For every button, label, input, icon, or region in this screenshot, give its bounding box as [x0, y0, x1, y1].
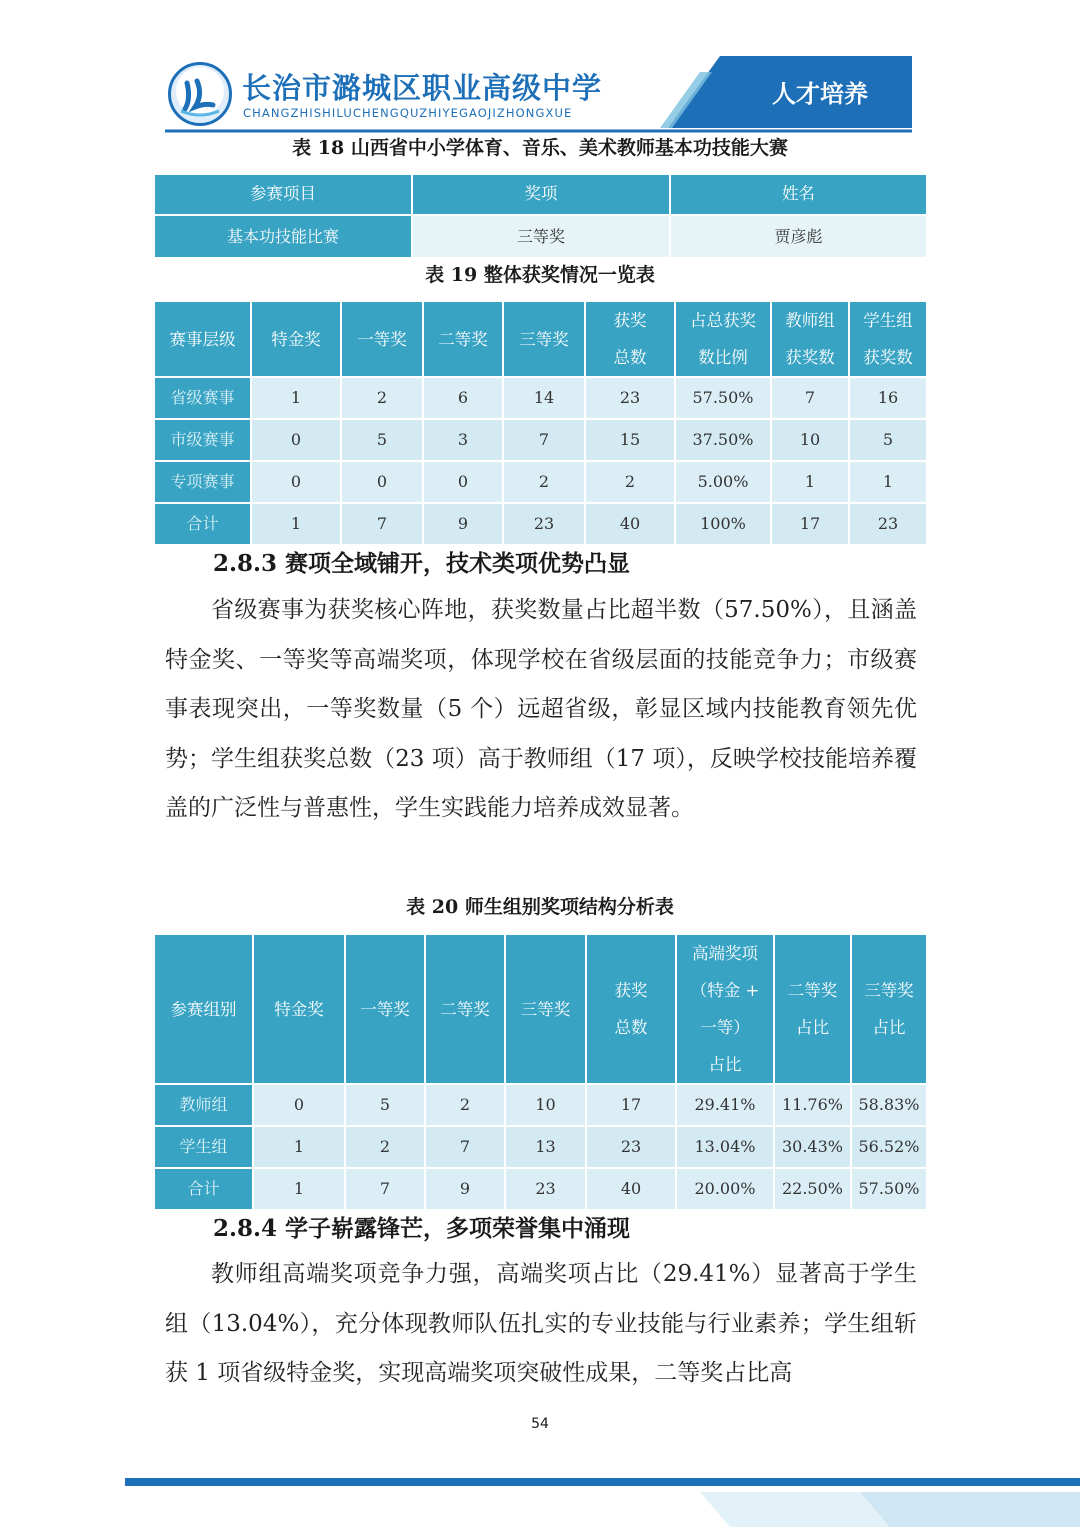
table20-cell: 13 — [505, 1126, 586, 1168]
table20-cell: 40 — [586, 1168, 676, 1210]
table-row — [154, 377, 927, 419]
table19-header-cell — [675, 301, 771, 377]
table20-cell: 13.04% — [676, 1126, 774, 1168]
table19-cell: 0 — [251, 461, 341, 503]
header-line: 教师组 — [785, 311, 835, 330]
table19-cell: 7 — [771, 377, 849, 419]
table20-cell: 58.83% — [851, 1084, 927, 1126]
header-line: 特金奖 — [271, 329, 321, 349]
header-line: 占比 — [796, 1018, 829, 1037]
table20-cell: 30.43% — [774, 1126, 851, 1168]
table19-header-cell — [341, 301, 423, 377]
header-line: 一等） — [700, 1018, 750, 1037]
table20-header-cell — [425, 934, 505, 1084]
table19-cell: 1 — [771, 461, 849, 503]
table19-cell: 5 — [849, 419, 927, 461]
table19-cell: 0 — [423, 461, 503, 503]
table20-cell: 1 — [253, 1126, 345, 1168]
table19-cell: 0 — [341, 461, 423, 503]
footer-banner — [0, 1470, 1080, 1527]
table19-header-cell — [251, 301, 341, 377]
table19-cell: 17 — [771, 503, 849, 545]
table20-header-cell — [345, 934, 425, 1084]
header-line: 参赛组别 — [170, 999, 237, 1019]
section-tag: 人才培养 — [772, 80, 868, 108]
page-number: 54 — [531, 1416, 549, 1432]
table19-cell: 1 — [849, 461, 927, 503]
header-line: 二等奖 — [787, 981, 838, 1000]
table19-header-cell — [585, 301, 675, 377]
logo-emblem-icon — [171, 65, 229, 123]
header-line: 学生组 — [863, 311, 913, 330]
header-line: 占比 — [872, 1018, 906, 1037]
table20-cell: 22.50% — [774, 1168, 851, 1210]
table19-caption: 表 19 整体获奖情况一览表 — [425, 264, 655, 286]
section-2-8-3-paragraph — [165, 586, 917, 886]
section-heading-2-8-4: 2.8.4 学子崭露锋芒，多项荣誉集中涌现 — [213, 1215, 631, 1242]
header-line: 数比例 — [698, 348, 748, 367]
table19-cell: 40 — [585, 503, 675, 545]
table-row — [154, 503, 927, 545]
school-logo — [168, 62, 232, 126]
header-line: 特金奖 — [274, 999, 324, 1019]
table19-row-label: 合计 — [154, 503, 251, 545]
table20 — [153, 933, 928, 1211]
table20-cell: 7 — [425, 1126, 505, 1168]
table20-cell: 56.52% — [851, 1126, 927, 1168]
table19-row-label: 专项赛事 — [154, 461, 251, 503]
table20-header-cell — [154, 934, 253, 1084]
table20-header-cell — [676, 934, 774, 1084]
table20-cell: 29.41% — [676, 1084, 774, 1126]
table20-cell: 2 — [425, 1084, 505, 1126]
header-line: 一等奖 — [360, 999, 410, 1019]
table20-cell: 17 — [586, 1084, 676, 1126]
table20-cell: 20.00% — [676, 1168, 774, 1210]
table20-header-cell — [774, 934, 851, 1084]
table19-cell: 5.00% — [675, 461, 771, 503]
table18-cell: 三等奖 — [412, 215, 670, 258]
table19-cell: 10 — [771, 419, 849, 461]
table-row — [154, 1126, 927, 1168]
table20-cell: 23 — [505, 1168, 586, 1210]
table18-header-cell: 奖项 — [412, 174, 670, 215]
table19-cell: 6 — [423, 377, 503, 419]
table20-cell: 0 — [253, 1084, 345, 1126]
table19-cell: 23 — [503, 503, 585, 545]
table20-cell: 11.76% — [774, 1084, 851, 1126]
table19-cell: 1 — [251, 377, 341, 419]
header-line: 一等奖 — [357, 329, 407, 349]
table20-cell: 9 — [425, 1168, 505, 1210]
table20-header-cell — [253, 934, 345, 1084]
table19-cell: 23 — [585, 377, 675, 419]
table19-cell: 15 — [585, 419, 675, 461]
table20-header-cell — [586, 934, 676, 1084]
header-line: 三等奖 — [864, 981, 914, 1000]
table19-cell: 7 — [341, 503, 423, 545]
table20-caption: 表 20 师生组别奖项结构分析表 — [406, 896, 674, 918]
school-name: 长治市潞城区职业高级中学 — [242, 71, 603, 105]
table18 — [153, 173, 928, 259]
table19-cell: 23 — [849, 503, 927, 545]
header-line: 获奖 — [613, 311, 647, 330]
paragraph-text: 省级赛事为获奖核心阵地，获奖数量占比超半数（57.50%），且涵盖特金奖、一等奖等高端奖项，体现学校在省级层面的技能竞争力；市级赛事表现突出，一等奖数量（5 个）远超省级，彰显区域内技能教育领先优势；学生组获奖总数（23 项）高于教师组（17 项），反映学校技能培养覆盖的广泛性与普惠性，学生实践能力培养成效显著。 — [165, 597, 917, 822]
table20-row-label: 教师组 — [154, 1084, 253, 1126]
table19-header-cell — [154, 301, 251, 377]
header-line: 获奖数 — [785, 348, 835, 367]
header-line: 总数 — [614, 1018, 648, 1037]
table20-cell: 5 — [345, 1084, 425, 1126]
table-row — [154, 1168, 927, 1210]
header-line: 三等奖 — [520, 999, 571, 1019]
table20-cell: 2 — [345, 1126, 425, 1168]
table19-cell: 2 — [585, 461, 675, 503]
table19-cell: 1 — [251, 503, 341, 545]
school-name-pinyin: CHANGZHISHILUCHENGQUZHIYEGAOJIZHONGXUE — [243, 106, 573, 120]
header-line: 总数 — [613, 348, 647, 367]
table19-row-label: 市级赛事 — [154, 419, 251, 461]
table-row — [154, 461, 927, 503]
header-line: 占总获奖 — [690, 311, 756, 330]
header-line: 获奖数 — [863, 348, 913, 367]
table19-header-cell — [423, 301, 503, 377]
table19-cell: 16 — [849, 377, 927, 419]
table19-cell: 0 — [251, 419, 341, 461]
table19-header-cell — [771, 301, 849, 377]
table20-cell: 10 — [505, 1084, 586, 1126]
header-line: 获奖 — [614, 981, 648, 1000]
table18-header-cell: 姓名 — [670, 174, 927, 215]
table19-cell: 14 — [503, 377, 585, 419]
table20-header-cell — [851, 934, 927, 1084]
header-line: （特金 + — [690, 981, 760, 1000]
table19 — [153, 300, 928, 546]
table19-header-cell — [849, 301, 927, 377]
table20-row-label: 合计 — [154, 1168, 253, 1210]
table-row — [154, 1084, 927, 1126]
table20-header-cell — [505, 934, 586, 1084]
table19-cell: 7 — [503, 419, 585, 461]
table18-caption: 表 18 山西省中小学体育、音乐、美术教师基本功技能大赛 — [292, 137, 788, 159]
table19-cell: 57.50% — [675, 377, 771, 419]
header-line: 占比 — [708, 1055, 742, 1074]
table19-cell: 5 — [341, 419, 423, 461]
header-line: 二等奖 — [440, 999, 490, 1019]
table19-cell: 2 — [341, 377, 423, 419]
table-row — [154, 419, 927, 461]
table19-cell: 2 — [503, 461, 585, 503]
header-line: 高端奖项 — [692, 944, 758, 963]
table19-cell: 3 — [423, 419, 503, 461]
table19-cell: 9 — [423, 503, 503, 545]
paragraph-text: 教师组高端奖项竞争力强，高端奖项占比（29.41%）显著高于学生组（13.04%），充分体现教师队伍扎实的专业技能与行业素养；学生组斩获 1 项省级特金奖，实现高端奖项突破性成果，二等奖占比高 — [165, 1261, 917, 1387]
table20-cell: 1 — [253, 1168, 345, 1210]
header-line: 三等奖 — [519, 329, 569, 349]
table19-header-cell — [503, 301, 585, 377]
table20-cell: 7 — [345, 1168, 425, 1210]
section-2-8-4-paragraph — [165, 1250, 917, 1400]
table20-cell: 23 — [586, 1126, 676, 1168]
table20-cell: 57.50% — [851, 1168, 927, 1210]
table19-cell: 37.50% — [675, 419, 771, 461]
table18-row-label: 基本功技能比赛 — [154, 215, 412, 258]
table20-row-label: 学生组 — [154, 1126, 253, 1168]
table18-cell: 贾彦彪 — [670, 215, 927, 258]
header-line: 赛事层级 — [169, 329, 236, 349]
header-line: 二等奖 — [438, 329, 488, 349]
table18-header-cell: 参赛项目 — [154, 174, 412, 215]
table19-cell: 100% — [675, 503, 771, 545]
table19-row-label: 省级赛事 — [154, 377, 251, 419]
section-heading-2-8-3: 2.8.3 赛项全域铺开，技术类项优势凸显 — [213, 550, 631, 577]
